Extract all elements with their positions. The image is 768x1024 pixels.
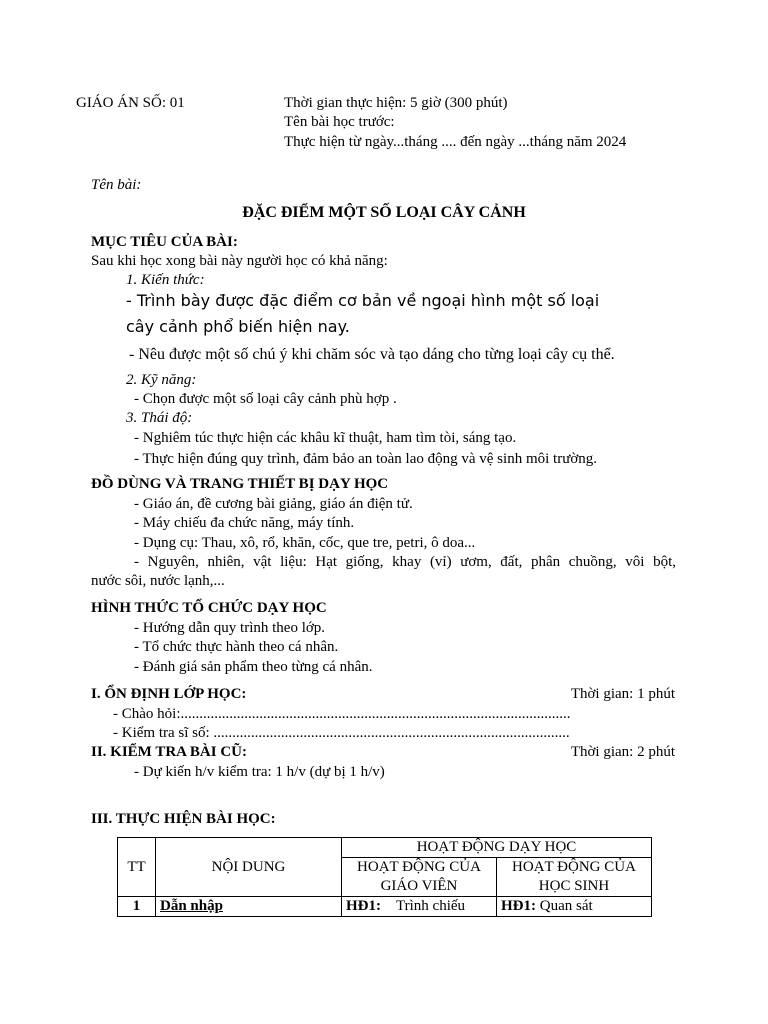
- time-total: Thời gian thực hiện: 5 giờ (300 phút): [284, 95, 508, 111]
- row-1-content: Dẫn nhập: [156, 897, 342, 917]
- row-1-teacher-activity: HĐ1: Trình chiếu: [342, 897, 497, 917]
- equipment-item-3: - Dụng cụ: Thau, xô, rổ, khăn, cốc, que tre, petri, ô doa...: [134, 535, 476, 551]
- greeting-line: - Chào hỏi:........................................................................................................: [113, 706, 571, 722]
- table-header-tt: TT: [118, 838, 156, 897]
- table-header-activity: HOẠT ĐỘNG DẠY HỌC: [342, 838, 652, 858]
- previous-lesson: Tên bài học trước:: [284, 114, 395, 130]
- knowledge-item-2: - Nêu được một số chú ý khi chăm sóc và tạo dáng cho từng loại cây cụ thể.: [129, 346, 615, 363]
- section-1-time: Thời gian: 1 phút: [570, 686, 675, 702]
- organization-item-3: - Đánh giá sản phẩm theo từng cá nhân.: [134, 659, 373, 675]
- knowledge-item-1-line-1: - Trình bày được đặc điểm cơ bản về ngoại hình một số loại: [126, 291, 600, 310]
- objectives-intro: Sau khi học xong bài này người học có khả năng:: [91, 253, 388, 269]
- equipment-item-4-line-2: nước sôi, nước lạnh,...: [91, 573, 225, 589]
- lesson-number: GIÁO ÁN SỐ: 01: [76, 95, 185, 111]
- skills-item-1: - Chọn được một số loại cây cảnh phù hợp .: [134, 391, 397, 407]
- table-header-teacher: HOẠT ĐỘNG CỦA GIÁO VIÊN: [342, 858, 497, 897]
- table-row: [118, 897, 652, 917]
- equipment-item-4-line-1: - Nguyên, nhiên, vật liệu: Hạt giống, khay (vỉ) ươm, đất, phân chuồng, vôi bột,: [134, 554, 676, 570]
- table-header-content: NỘI DUNG: [156, 838, 342, 897]
- equipment-item-1: - Giáo án, đề cương bài giảng, giáo án điện tử.: [134, 496, 413, 512]
- lesson-label: Tên bài:: [91, 177, 142, 193]
- section-2-time: Thời gian: 2 phút: [570, 744, 675, 760]
- knowledge-item-1-line-2: cây cảnh phổ biến hiện nay.: [126, 317, 350, 336]
- organization-heading: HÌNH THỨC TỔ CHỨC DẠY HỌC: [91, 600, 327, 616]
- organization-item-2: - Tổ chức thực hành theo cá nhân.: [134, 639, 339, 655]
- lesson-title: ĐẶC ĐIỂM MỘT SỐ LOẠI CÂY CẢNH: [242, 204, 526, 221]
- knowledge-heading: 1. Kiến thức:: [126, 272, 205, 288]
- objectives-heading: MỤC TIÊU CỦA BÀI:: [91, 234, 238, 250]
- section-3-heading: III. THỰC HIỆN BÀI HỌC:: [91, 811, 276, 827]
- section-2-item-1: - Dự kiến h/v kiểm tra: 1 h/v (dự bị 1 h/v): [134, 764, 385, 780]
- equipment-item-2: - Máy chiếu đa chức năng, máy tính.: [134, 515, 355, 531]
- skills-heading: 2. Kỹ năng:: [126, 372, 197, 388]
- row-1-number: 1: [118, 897, 156, 917]
- equipment-heading: ĐỒ DÙNG VÀ TRANG THIẾT BỊ DẠY HỌC: [91, 476, 389, 492]
- attitude-item-2: - Thực hiện đúng quy trình, đảm bảo an toàn lao động và vệ sinh môi trường.: [134, 451, 598, 467]
- row-1-student-activity: HĐ1: Quan sát: [497, 897, 652, 917]
- section-2-heading: II. KIỂM TRA BÀI CŨ:: [91, 744, 247, 760]
- section-1-heading: I. ỔN ĐỊNH LỚP HỌC:: [91, 686, 247, 702]
- table-header-student: HOẠT ĐỘNG CỦA HỌC SINH: [497, 858, 652, 897]
- lesson-plan-table: [117, 837, 652, 917]
- attitude-item-1: - Nghiêm túc thực hiện các khâu kĩ thuật, ham tìm tòi, sáng tạo.: [134, 430, 517, 446]
- organization-item-1: - Hướng dẫn quy trình theo lớp.: [134, 620, 326, 636]
- attitude-heading: 3. Thái độ:: [126, 410, 193, 426]
- attendance-line: - Kiểm tra sĩ số: ...............................................................................................: [113, 725, 570, 741]
- date-range: Thực hiện từ ngày...tháng .... đến ngày ...tháng năm 2024: [284, 134, 627, 150]
